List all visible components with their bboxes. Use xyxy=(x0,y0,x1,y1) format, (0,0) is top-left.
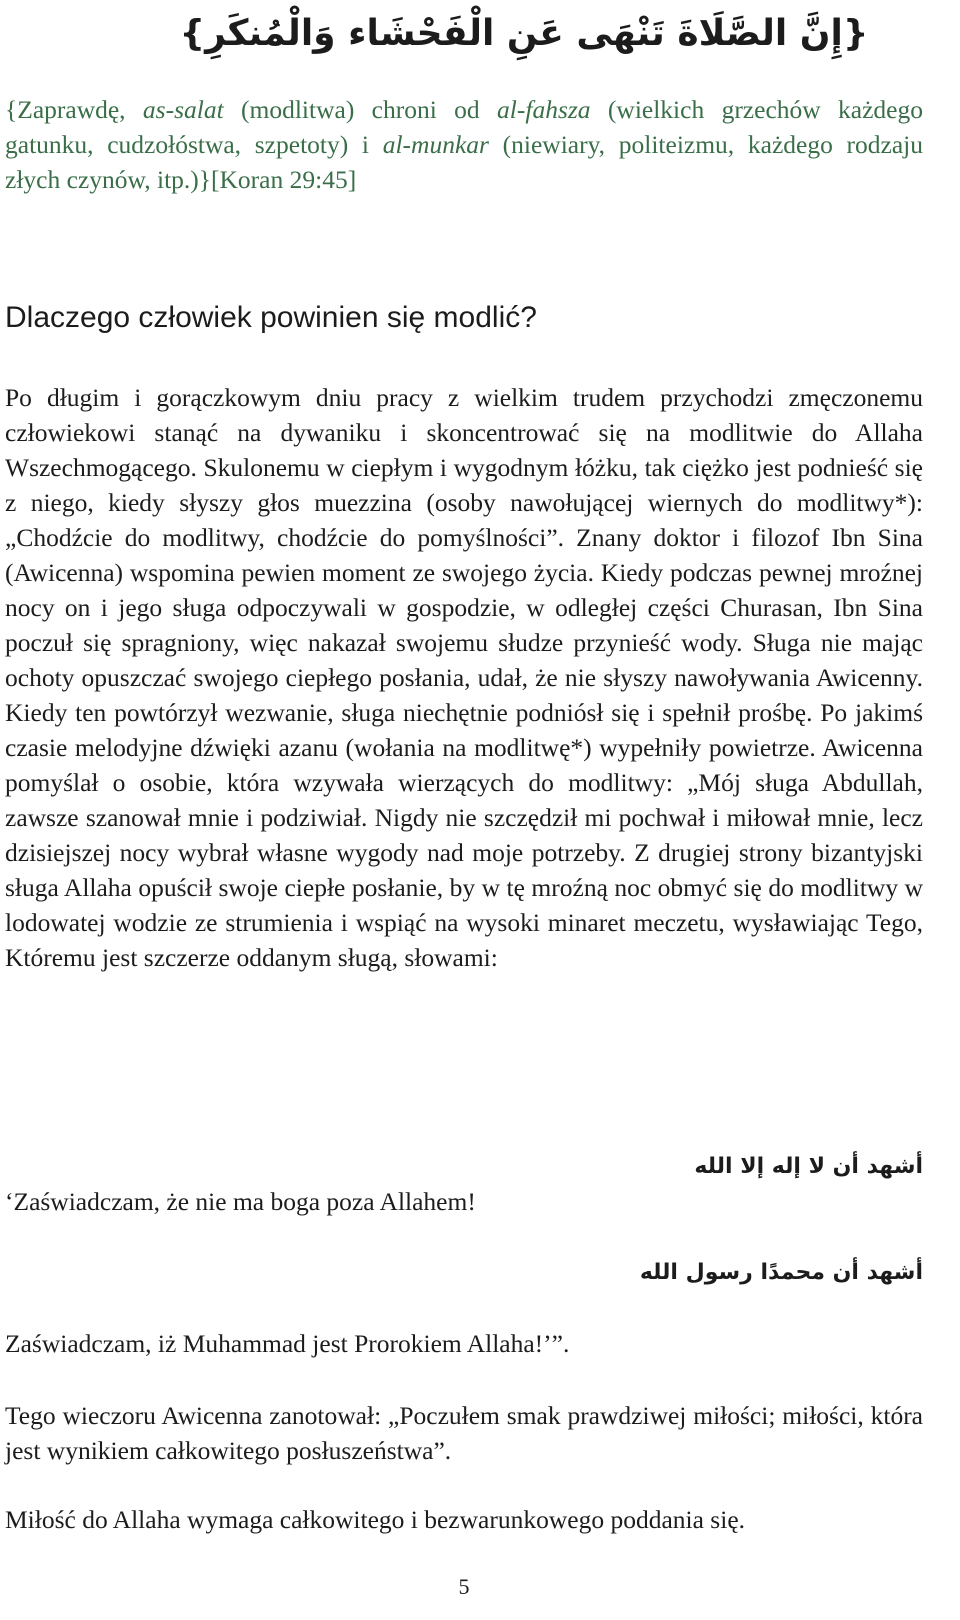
shahada-polish-2: Zaświadczam, iż Muhammad jest Prorokiem Allaha!’”. xyxy=(5,1329,570,1358)
shahada-polish-1: ‘Zaświadczam, że nie ma boga poza Allahem! xyxy=(5,1187,476,1216)
section-heading: Dlaczego człowiek powinien się modlić? xyxy=(5,301,537,334)
term-al-munkar: al-munkar xyxy=(382,130,489,159)
term-as-salat: as-salat xyxy=(142,95,224,124)
conclusion-paragraph: Miłość do Allaha wymaga całkowitego i bezwarunkowego poddania się. xyxy=(5,1505,746,1534)
translation-part-3: (wielkich grzechów każdego gatunku, cudzołóstwa, szpetoty) i xyxy=(5,95,923,159)
translation-part-1: {Zaprawdę, xyxy=(5,95,143,124)
translation-part-2: (modlitwa) chroni od xyxy=(223,95,498,124)
document-page xyxy=(5,0,923,1620)
quran-verse-arabic: {إِنَّ الصَّلَاةَ تَنْهَى عَنِ الْفَحْشَاء وَالْمُنكَرِ} xyxy=(179,13,869,54)
page-number: 5 xyxy=(458,1574,470,1599)
shahada-arabic-1: أشهد أن لا إله إلا الله xyxy=(694,1154,923,1179)
story-paragraph: Po długim i gorączkowym dniu pracy z wielkim trudem przychodzi zmęczonemu człowiekowi stanąć na dywaniku i skoncentrować się na modlitwie do Allaha Wszechmogącego. Skulonemu w ciepłym i wygodnym łóżku, tak ciężko jest podnieść się z niego, kiedy słyszy głos muezzina (osoby nawołującej wiernych do modlitwy*): „Chodźcie do modlitwy, chodźcie do pomyślności”. Znany doktor i filozof Ibn Sina (Awicenna) wspomina pewien moment ze swojego życia. Kiedy podczas pewnej mroźnej nocy on i jego sługa odpoczywali w gospodzie, w odległej części Churasan, Ibn Sina poczuł się spragniony, więc nakazał swojemu słudze przynieść wody. Sługa nie mając ochoty opuszczać swojego ciepłego posłania, udał, że nie słyszy nawoływania Awicenny. Kiedy ten powtórzył wezwanie, sługa niechętnie podniósł się i spełnił prośbę. Po jakimś czasie melodyjne dźwięki azanu (wołania na modlitwę*) wypełniły powietrze. Awicenna pomyślał o osobie, która wzywała wierzących do modlitwy: „Mój sługa Abdullah, zawsze szanował mnie i podziwiał. Nigdy nie szczędził mi pochwał i miłował mnie, lecz dzisiejszej nocy wybrał własne wygody nad moje potrzeby. Z drugiej strony bizantyjski sługa Allaha opuścił swoje ciepłe posłanie, by w tę mroźną noc obmyć się do modlitwy w lodowatej wodzie ze strumienia i wspiąć na wysoki minaret meczetu, wysławiając Tego, Któremu jest szczerze oddanym sługą, słowami: xyxy=(5,383,923,972)
shahada-arabic-2: أشهد أن محمدًا رسول الله xyxy=(639,1260,923,1285)
term-al-fahsza: al-fahsza xyxy=(497,95,591,124)
evening-note-paragraph: Tego wieczoru Awicenna zanotował: „Poczułem smak prawdziwej miłości; miłości, która jest wynikiem całkowitego posłuszeństwa”. xyxy=(5,1401,923,1465)
translation-part-4: (niewiary, politeizmu, każdego rodzaju złych czynów, itp.)}[Koran 29:45] xyxy=(5,130,923,194)
verse-translation xyxy=(5,92,923,197)
